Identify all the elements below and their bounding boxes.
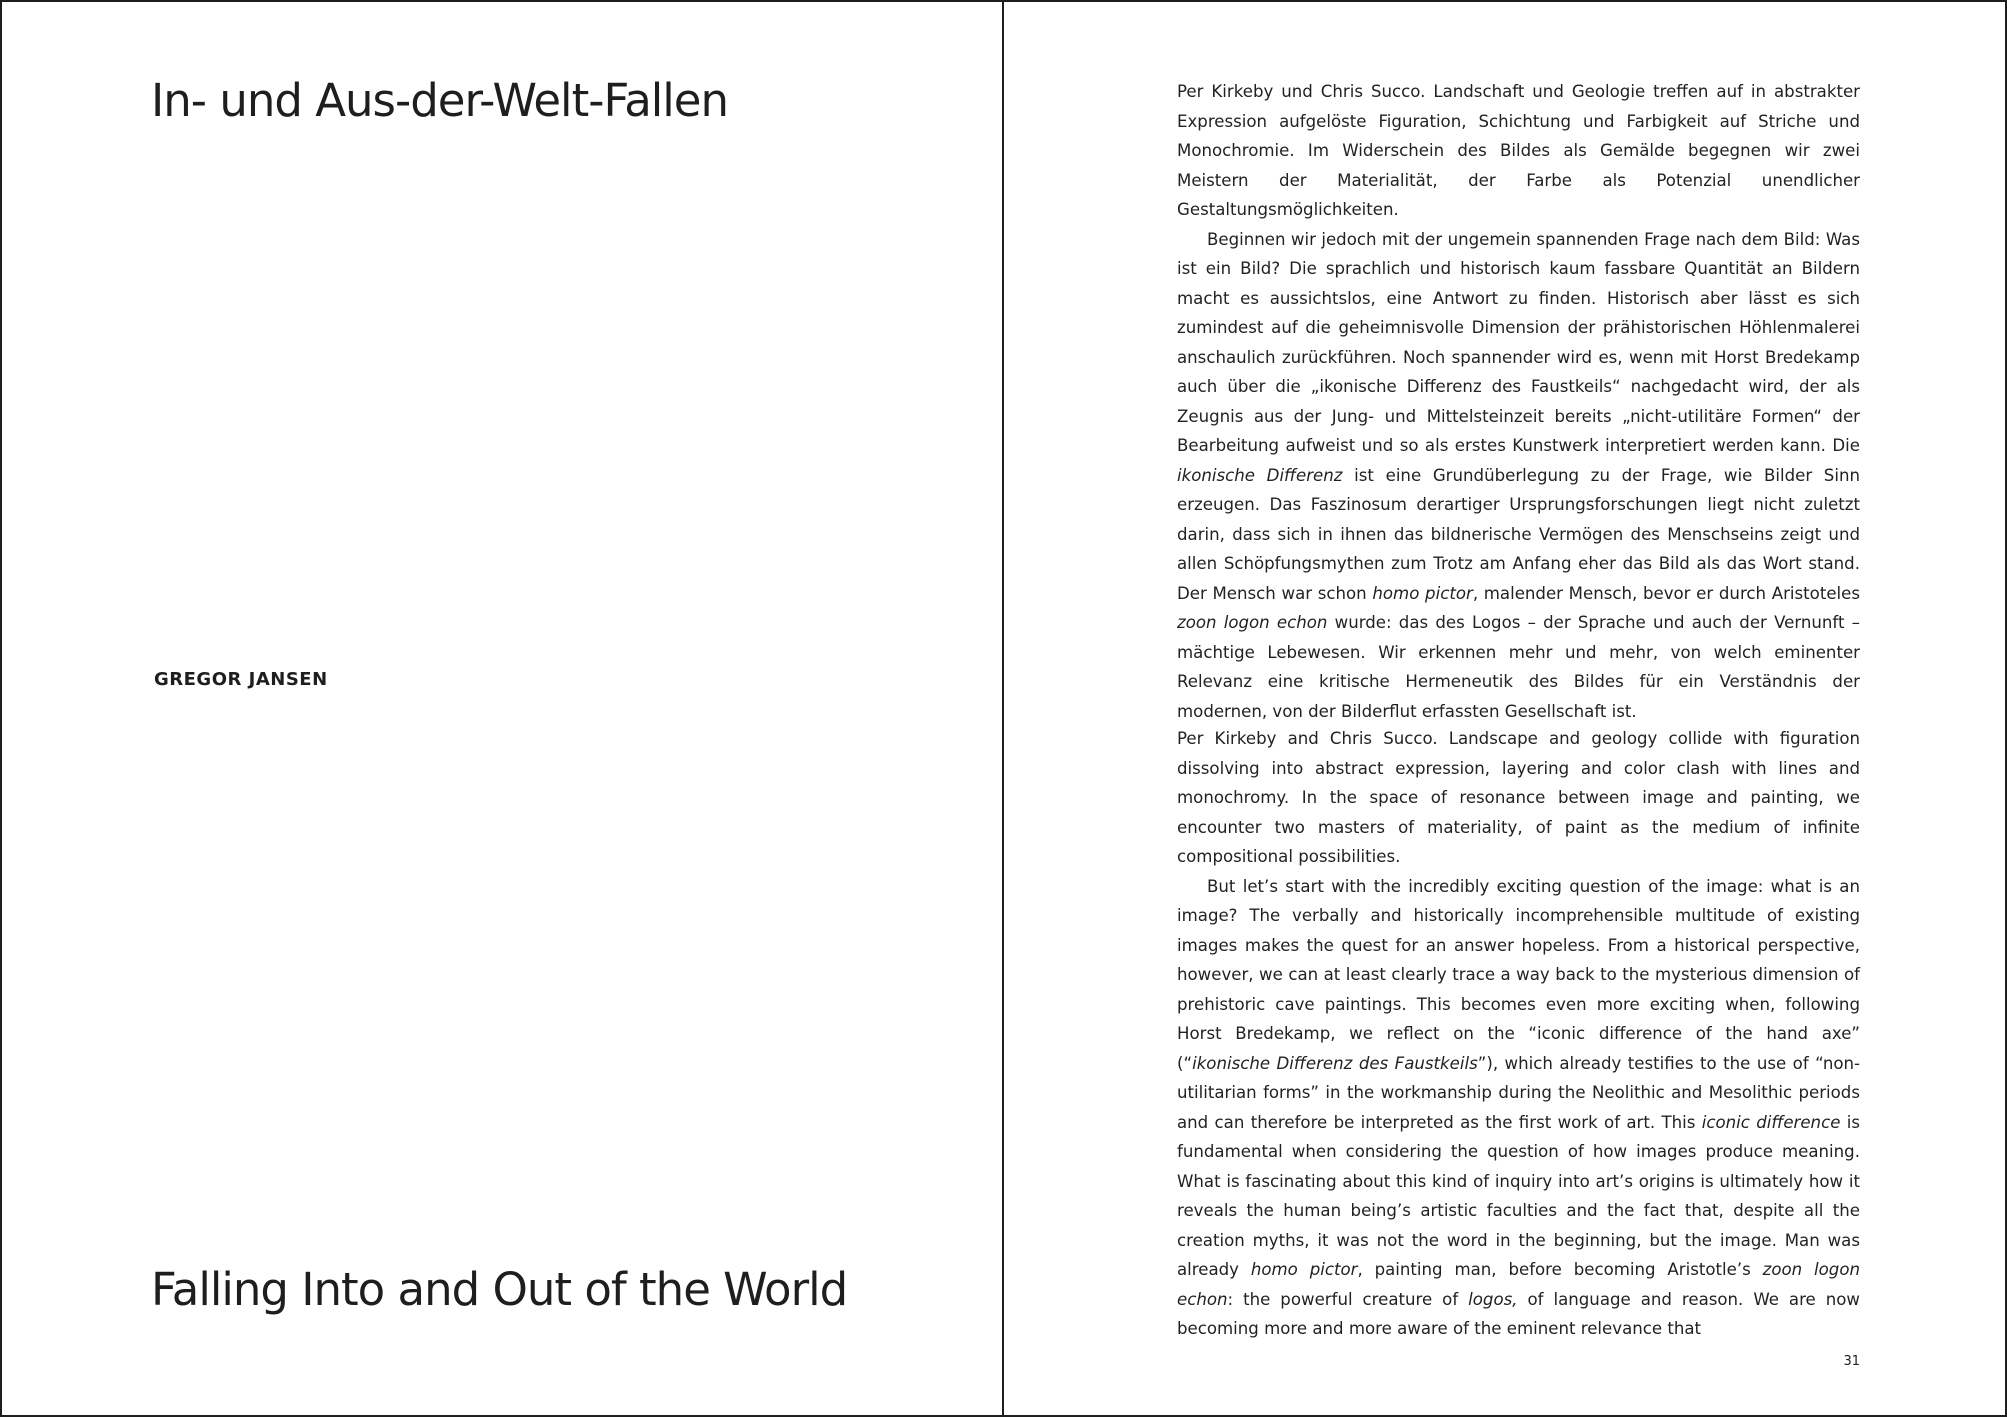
english-p2-italic-1: ikonische Differenz des Faustkeils	[1192, 1053, 1478, 1073]
page-number: 31	[1843, 1354, 1860, 1369]
english-p2-italic-5: logos,	[1468, 1289, 1518, 1309]
english-p2-italic-4: zoon logon echon	[1177, 1260, 1861, 1309]
english-p2-part-f: of language and reason. We are now becoming more and more aware of the eminent relevance that	[1177, 1289, 1860, 1338]
english-p2-part-b: ”), which already testifies to the use of “non-utilitarian forms” in the workmanship during the Neolithic and Mesolithic periods and can therefore be interpreted as the first work of art. This	[1177, 1053, 1860, 1132]
german-p2-italic-1: ikonische Differenz	[1177, 465, 1343, 485]
english-title: Falling Into and Out of the World	[151, 1263, 848, 1316]
english-paragraph-2	[1177, 872, 1860, 1344]
german-p2-part-b: ist eine Grundüberlegung zu der Frage, wie Bilder Sinn erzeugen. Das Faszinosum derartiger Ursprungsforschungen liegt nicht zuletzt darin, dass sich in ihnen das bildnerische Vermögen des Menschseins zeigt und allen Schöpfungsmythen zum Trotz am Anfang eher das Bild als das Wort stand. Der Mensch war schon	[1177, 465, 1860, 603]
right-page	[1002, 0, 2007, 1417]
german-text-block	[1177, 77, 1860, 726]
english-text-block	[1177, 724, 1860, 1344]
english-p2-part-e: : the powerful creature of	[1227, 1289, 1469, 1309]
german-p2-part-c: , malender Mensch, bevor er durch Aristoteles	[1472, 583, 1860, 603]
english-p2-part-c: is fundamental when considering the question of how images produce meaning. What is fascinating about this kind of inquiry into art’s origins is ultimately how it reveals the human being’s artistic faculties and the fact that, despite all the creation myths, it was not the word in the beginning, but the image. Man was already	[1177, 1112, 1861, 1279]
german-p2-part-d: wurde: das des Logos – der Sprache und auch der Vernunft – mächtige Lebewesen. Wir erkennen mehr und mehr, von welch eminenter Relevanz eine kritische Hermeneutik des Bildes für ein Verständnis der modernen, von der Bilderflut erfassten Gesellschaft ist.	[1177, 613, 1860, 721]
english-p2-italic-3: homo pictor	[1250, 1260, 1358, 1279]
author-name: GREGOR JANSEN	[154, 669, 328, 690]
german-paragraph-2	[1177, 225, 1860, 727]
german-p2-italic-2: homo pictor	[1372, 583, 1473, 603]
german-title: In- und Aus-der-Welt-Fallen	[151, 74, 728, 127]
english-p2-part-d: , painting man, before becoming Aristotle’s	[1357, 1260, 1763, 1279]
english-p2-italic-2: iconic difference	[1701, 1112, 1841, 1132]
english-paragraph-1: Per Kirkeby and Chris Succo. Landscape and geology collide with figuration dissolving into abstract expression, layering and color clash with lines and monochromy. In the space of resonance between image and painting, we encounter two masters of materiality, of paint as the medium of infinite compositional possibilities.	[1177, 729, 1860, 866]
english-p2-part-a: But let’s start with the incredibly exciting question of the image: what is an image? The verbally and historically incomprehensible multitude of existing images makes the quest for an answer hopeless. From a historical perspective, however, we can at least clearly trace a way back to the mysterious dimension of prehistoric cave paintings. This becomes even more exciting when, following Horst Bredekamp, we reflect on the “iconic difference of the hand axe” (“	[1177, 876, 1860, 1073]
german-p2-part-a: Beginnen wir jedoch mit der ungemein spannenden Frage nach dem Bild: Was ist ein Bild? Die sprachlich und historisch kaum fassbare Quantität an Bildern macht es aussichtslos, eine Antwort zu finden. Historisch aber lässt es sich zumindest auf die geheimnisvolle Dimension der prähistorischen Höhlenmalerei anschaulich zurückführen. Noch spannender wird es, wenn mit Horst Bredekamp auch über die „ikonische Differenz des Faustkeils“ nachgedacht wird, der als Zeugnis aus der Jung- und Mittelsteinzeit bereits „nicht-utilitäre Formen“ der Bearbeitung aufweist und so als erstes Kunstwerk interpretiert werden kann. Die	[1177, 229, 1860, 455]
german-p2-italic-3: zoon logon echon	[1177, 613, 1328, 632]
german-paragraph-1: Per Kirkeby und Chris Succo. Landschaft und Geologie treffen auf in abstrakter Expression aufgelöste Figuration, Schichtung und Farbigkeit auf Striche und Monochromie. Im Widerschein des Bildes als Gemälde begegnen wir zwei Meistern der Materialität, der Farbe als Potenzial unendlicher Gestaltungsmöglichkeiten.	[1177, 82, 1860, 219]
